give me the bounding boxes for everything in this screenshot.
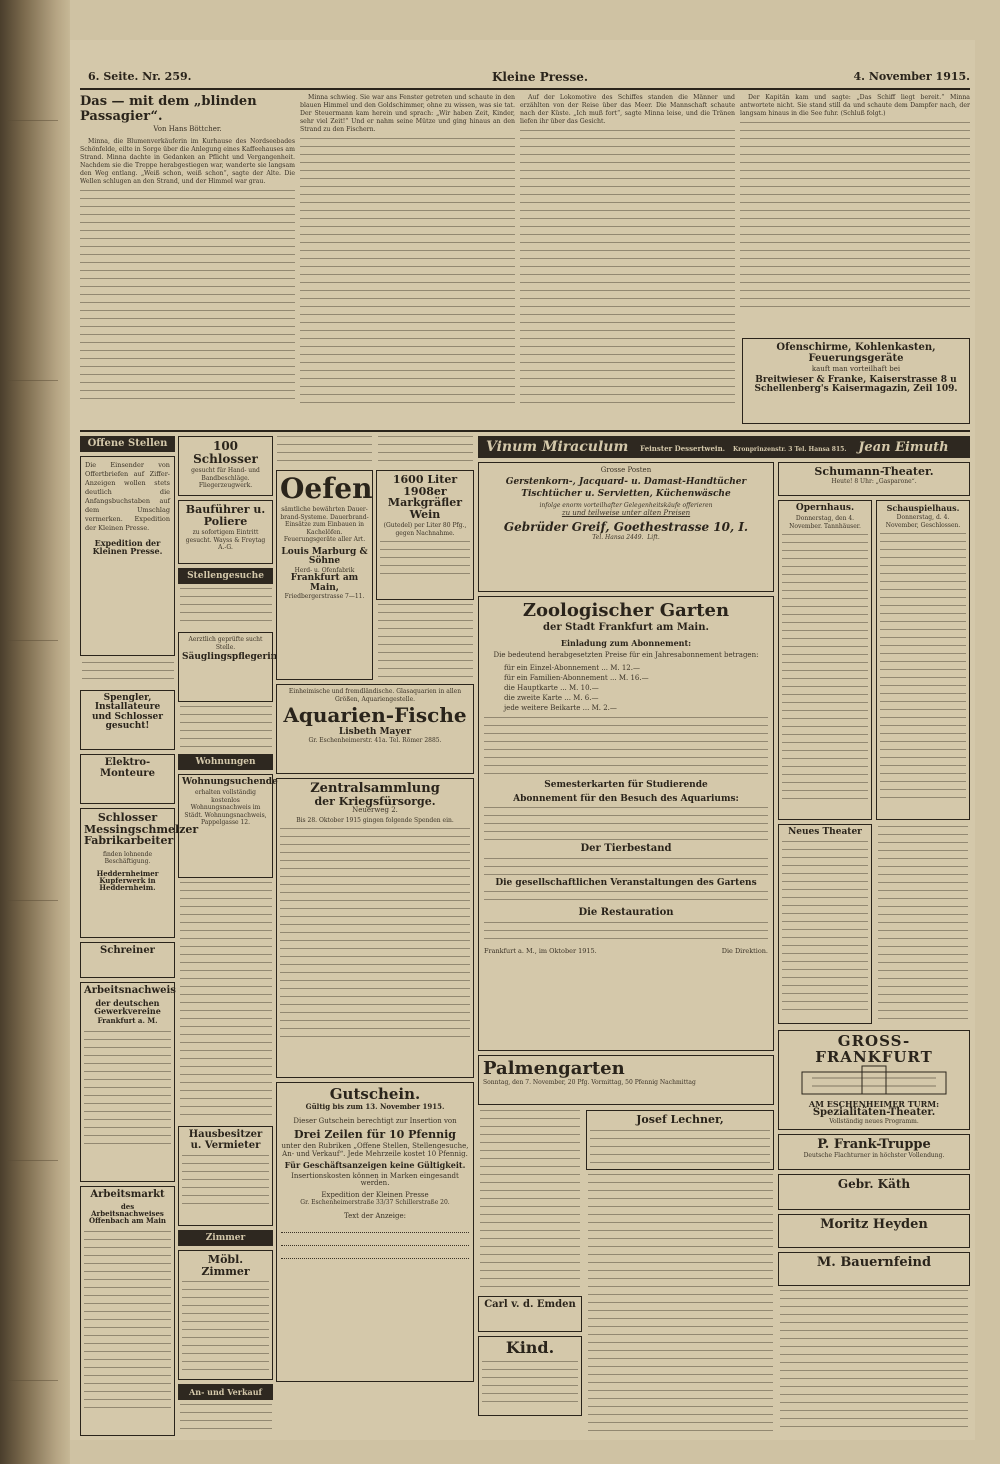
ad-lechner: Josef Lechner, xyxy=(586,1110,774,1170)
article-column-1 xyxy=(80,94,295,424)
ad-palmengarten: Palmengarten Sonntag, den 7. November, 20 Pfg. Vormittag, 50 Pfennig Nachmittag xyxy=(478,1055,774,1105)
ad-ofenschirme: Ofenschirme, Kohlenkasten, Feuerungsgeräte kauft man vorteilhaft bei Breitwieser & Franke, Kaiserstrasse 8 u Schellenberg's Kaisermagazin, Zeil 109. xyxy=(742,338,970,424)
article-text-3: Auf der Lokomotive des Schiffes standen die Männer und erzählten von der Reise über das Meer. Die Mannschaft schaute nach der Küste. „Ich muß fort“, sagte Minna leise, und die Tränen liefen ihr über das Gesicht. xyxy=(520,94,735,125)
ad-frank-truppe: P. Frank-Truppe Deutsche Flachturner in höchster Vollendung. xyxy=(778,1134,970,1170)
article-text-2: Minna schwieg. Sie war ans Fenster getreten und schaute in den blauen Himmel und den Goldschimmer, ohne zu wissen, was sie tat. Der Steuermann kam herein und sprach: „Wir haben Zeit, Kinder, sehr viel Zeit!“ Und er nahm seine Mütze und ging hinaus an den Strand zu den Fischern. xyxy=(300,94,515,133)
an-verkauf-header: An- und Verkauf xyxy=(178,1384,273,1400)
ad-gebr-kaeth: Gebr. Käth xyxy=(778,1174,970,1210)
ad-hausbesitzer: Hausbesitzer u. Vermieter xyxy=(178,1126,273,1226)
zoo-price-row: die zweite Karte ... M. 6.— xyxy=(504,694,599,703)
ad-vinum: Vinum Miraculum Feinster Dessertwein. Kronprinzenstr. 3 Tel. Hansa 815. Jean Eimuth xyxy=(478,436,970,458)
ad-kind: Kind. xyxy=(478,1336,582,1416)
ad-neues-theater: Neues Theater xyxy=(778,824,872,1024)
newspaper-sheet xyxy=(70,40,975,1440)
ad-moritz-heyden: Moritz Heyden xyxy=(778,1214,970,1248)
zoo-price-row: für ein Familien-Abonnement ... M. 16.— xyxy=(504,674,649,683)
ad-baufuehrer: Bauführer u. Poliere zu sofortigem Eintritt gesucht. Wayss & Freytag A.-G. xyxy=(178,500,273,564)
paper-name: Kleine Presse. xyxy=(491,70,589,84)
ad-moebl-zimmer: Möbl. Zimmer xyxy=(178,1250,273,1380)
zoo-price-row: für ein Einzel-Abonnement ... M. 12.— xyxy=(504,664,640,673)
zimmer-header: Zimmer xyxy=(178,1230,273,1246)
stellengesuche-header: Stellengesuche xyxy=(178,568,273,584)
ad-zoologischer-garten: Zoologischer Garten der Stadt Frankfurt am Main. Einladung zum Abonnement: Die bedeutend herabgesetzten Preise für ein Jahresabonnement betragen: für ein Einzel-Abonnement ... M. 12.— für ein Familien-Abonnement ... M. 16.— die Hauptkarte ... M. 10.— die zweite Karte ... M. 6.— jede weitere Beikarte ... M. 2.— Semesterkarten für Studierende Abonnement für den Besuch des Aquariums: Der Tierbestand Die gesellschaftlichen Veranstaltungen des Gartens Die Restauration Frankfurt a. M., im Oktober 1915. Die Direktion. xyxy=(478,596,774,1051)
ad-schreiner: Schreiner xyxy=(80,942,175,978)
building-illustration xyxy=(782,1066,966,1096)
issue-date: 4. November 1915. xyxy=(853,70,970,83)
ad-gross-frankfurt: GROSS-FRANKFURT AM ESCHENHEIMER TURM: Spezialitäten-Theater. Vollständig neues Programm. xyxy=(778,1030,970,1130)
wohnungen-header: Wohnungen xyxy=(178,754,273,770)
ad-oefen: Oefen sämtliche bewährten Dauer-brand-Systeme. Dauerbrand-Einsätze zum Einbauen in Kachelöfen. Feuerungsgeräte aller Art. Louis Marburg & Söhne Herd- u. Ofenfabrik Frankfurt am Main, Friedbergerstrasse 7—11. xyxy=(276,470,373,680)
article-column-3 xyxy=(520,94,735,424)
zoo-price-row: die Hauptkarte ... M. 10.— xyxy=(504,684,599,693)
ad-zentralsammlung: Zentralsammlung der Kriegsfürsorge. Neuerweg 2. Bis 28. Oktober 1915 gingen folgende Spenden ein. xyxy=(276,778,474,1078)
ad-spengler: Spengler, Installateure und Schlosser gesucht! xyxy=(80,690,175,750)
ad-gutschein: Gutschein. Gültig bis zum 13. November 1915. Dieser Gutschein berechtigt zur Insertion von Drei Zeilen für 10 Pfennig unter den Rubriken „Offene Stellen, Stellengesuche, An- und Verkauf“. Jede Mehrzeile kostet 10 Pfennig. Für Geschäftsanzeigen keine Gültigkeit. Insertionskosten können in Marken eingesandt werden. Expedition der Kleinen Presse Gr. Eschenheimerstraße 33/37 Schillerstraße 20. Text der Anzeige: xyxy=(276,1082,474,1382)
article-column-4 xyxy=(740,94,970,334)
offene-stellen-header: Offene Stellen xyxy=(80,436,175,452)
article-author: Von Hans Böttcher. xyxy=(153,125,222,133)
article-title: Das — mit dem „blinden Passagier“. xyxy=(80,94,257,124)
ad-offene-stellen-notice: Die Einsender von Offertbriefen auf Ziffer-Anzeigen wollen stets deutlich die Anfangsbuchstaben auf dem Umschlag vermerken. Expedition der Kleinen Presse. Expedition der Kleinen Presse. xyxy=(80,456,175,656)
book-spine xyxy=(0,0,70,1464)
ad-arbeitsnachweis: Arbeitsnachweis der deutschen Gewerkvereine Frankfurt a. M. xyxy=(80,982,175,1182)
header-rule xyxy=(80,88,970,90)
ad-elektro: Elektro-Monteure xyxy=(80,754,175,804)
zoo-price-row: jede weitere Beikarte ... M. 2.— xyxy=(504,704,617,713)
article-column-2 xyxy=(300,94,515,424)
ad-arbeitsmarkt: Arbeitsmarkt des Arbeitsnachweises Offenbach am Main xyxy=(80,1186,175,1436)
article-text-1: Minna, die Blumenverkäuferin im Kurhause des Nordseebades Schönfelde, eilte in Sorge über die Anlegung eines Kaffeehauses am Strand. Minna dachte in Gedanken an Pflicht und Vergangenheit. Nachdem sie die Treppe herabgestiegen war, wanderte sie langsam den Weg entlang. „Weiß schon, weiß schon“, sagte der Alte. Die Wellen schlugen an den Strand, und der Himmel war grau. xyxy=(80,137,295,185)
ad-100-schlosser: 100 Schlosser gesucht für Hand- und Bandbeschläge. Fliegerzeugwerk. xyxy=(178,436,273,496)
ad-aquarien: Einheimische und fremdländische. Glasaquarien in allen Größen, Aquariengestelle. Aquarien-Fische Lisbeth Mayer Gr. Eschenheimerstr. 41a. Tel. Römer 2885. xyxy=(276,684,474,774)
ad-wein: 1600 Liter 1908er Markgräfler Wein (Gutedel) per Liter 80 Pfg., gegen Nachnahme. xyxy=(376,470,474,600)
ad-saeuglingspflegerin: Aerztlich geprüfte sucht Stelle. Säuglingspflegerin xyxy=(178,632,273,702)
ad-messing: Schlosser Messingschmelzer Fabrikarbeiter finden lohnende Beschäftigung. Heddernheimer Kupferwerk in Heddernheim. xyxy=(80,808,175,938)
ad-opernhaus: Opernhaus. Donnerstag, den 4. November. Tannhäuser. xyxy=(778,500,872,820)
ad-schauspielhaus: Schauspielhaus. Donnerstag, d. 4. November, Geschlossen. xyxy=(876,500,970,820)
ad-bauernfeind: M. Bauernfeind xyxy=(778,1252,970,1286)
section-rule xyxy=(80,430,970,432)
ad-wohnungsuchende: Wohnungsuchende erhalten vollständig kostenlos Wohnungsnachweis im Städt. Wohnungsnachweis, Pappelgasse 12. xyxy=(178,774,273,878)
zoo-price-list xyxy=(504,663,748,713)
ad-emden: Carl v. d. Emden xyxy=(478,1296,582,1332)
article-text-4: Der Kapitän kam und sagte: „Das Schiff liegt bereit.“ Minna antwortete nicht. Sie stand still da und schaute dem Dampfer nach, der langsam hinaus in die See fuhr. (Schluß folgt.) xyxy=(740,94,970,117)
ad-schumann-theater: Schumann-Theater. Heute! 8 Uhr: „Gasparone“. xyxy=(778,462,970,496)
page-number: 6. Seite. Nr. 259. xyxy=(88,70,192,83)
ad-greif: Grosse Posten Gerstenkorn-, Jacquard- u. Damast-Handtücher Tischtücher u. Servietten, Küchenwäsche infolge enorm vorteilhafter Gelegenheitskäufe offerieren zu und teilweise unter alten Preisen Gebrüder Greif, Goethestrasse 10, I. Tel. Hansa 2449. Lift. xyxy=(478,462,774,592)
